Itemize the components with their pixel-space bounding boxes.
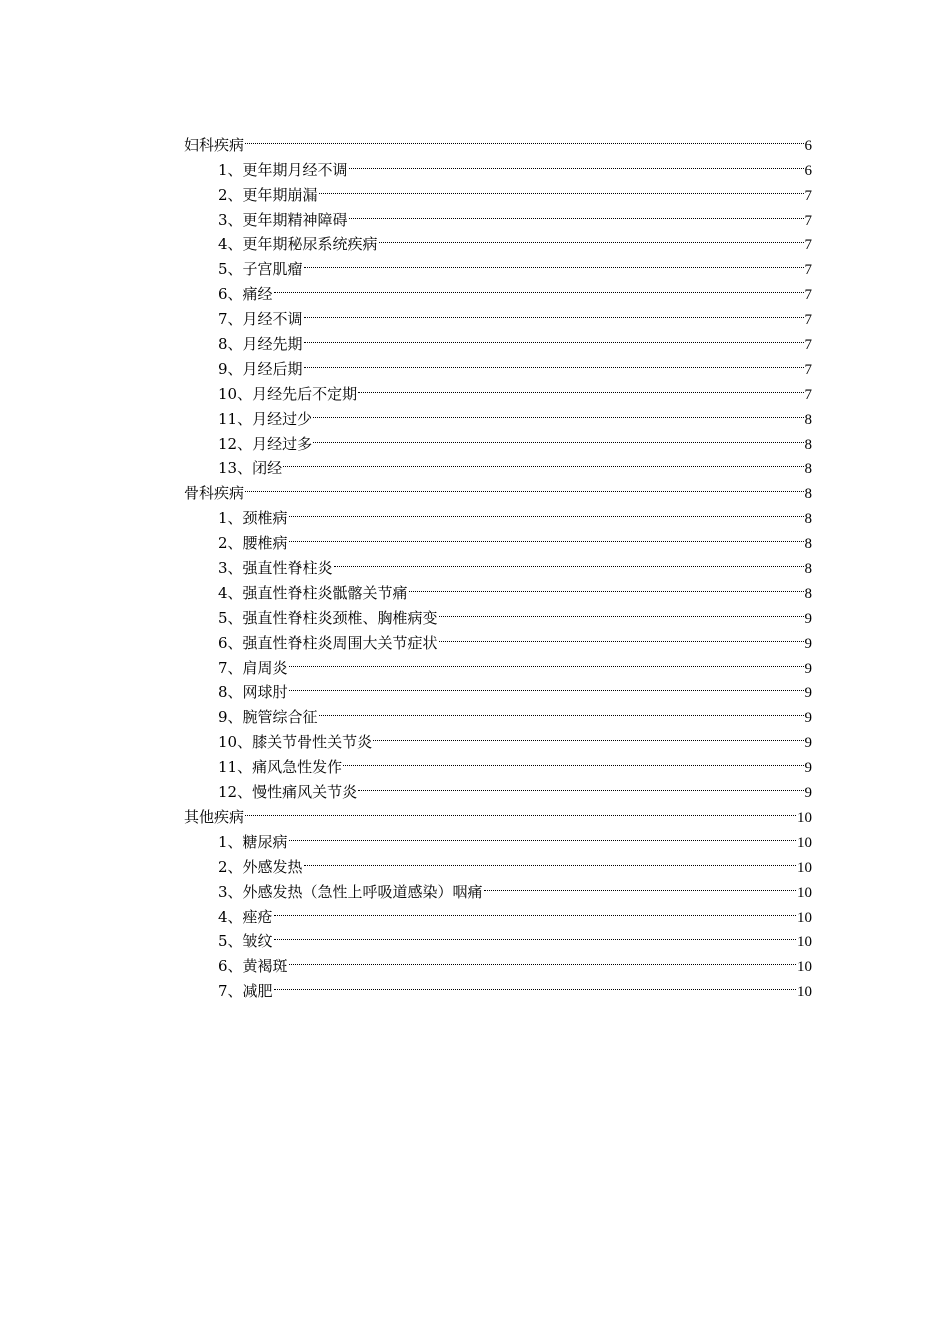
toc-dot-leader (304, 249, 804, 274)
toc-dot-leader (245, 797, 796, 822)
toc-page-number: 10 (797, 809, 812, 826)
toc-entry-label: 11、月经过少 (218, 409, 313, 428)
toc-page-number: 9 (804, 660, 812, 677)
toc-dot-leader (373, 722, 803, 747)
toc-entry-label: 1、颈椎病 (218, 509, 288, 528)
toc-entry-label: 1、更年期月经不调 (218, 160, 348, 179)
toc-page-number: 10 (797, 859, 812, 876)
toc-page-number: 8 (804, 461, 812, 478)
toc-entry-label: 5、强直性脊柱炎颈椎、胸椎病变 (218, 608, 438, 627)
toc-dot-leader (313, 399, 803, 424)
toc-page-number: 8 (804, 511, 812, 528)
toc-dot-leader (245, 125, 803, 150)
toc-entry[interactable] (184, 922, 812, 951)
toc-entry[interactable] (184, 971, 812, 1001)
toc-page-number: 10 (797, 959, 812, 976)
toc-entry-label: 2、外感发热 (218, 857, 303, 876)
toc-dot-leader (283, 449, 803, 474)
toc-entry-label: 6、强直性脊柱炎周围大关节症状 (218, 633, 438, 652)
toc-page-number: 9 (804, 710, 812, 727)
toc-entry-label: 4、更年期秘尿系统疾病 (218, 235, 378, 254)
toc-entry[interactable] (184, 897, 812, 926)
toc-dot-leader (379, 225, 804, 250)
toc-entry-label: 2、腰椎病 (218, 534, 288, 553)
toc-page-number: 8 (804, 561, 812, 578)
toc-page-number: 10 (797, 984, 812, 1001)
toc-dot-leader (274, 922, 796, 947)
toc-dot-leader (304, 847, 796, 872)
toc-entry-label: 11、痛风急性发作 (218, 758, 343, 777)
toc-dot-leader (304, 324, 804, 349)
toc-page-number: 9 (804, 635, 812, 652)
toc-dot-leader (274, 897, 796, 922)
toc-dot-leader (349, 200, 804, 225)
toc-dot-leader (439, 598, 804, 623)
toc-section-entry[interactable] (184, 125, 812, 154)
toc-entry[interactable] (184, 822, 812, 851)
toc-page-number: 8 (804, 585, 812, 602)
toc-entry-label: 骨科疾病 (184, 484, 245, 503)
toc-page-number: 7 (804, 386, 812, 403)
toc-dot-leader (289, 822, 796, 847)
toc-entry[interactable] (184, 946, 812, 976)
toc-entry-label: 2、更年期崩漏 (218, 185, 318, 204)
toc-dot-leader (409, 573, 804, 598)
toc-page-number: 8 (804, 411, 812, 428)
toc-entry-label: 9、月经后期 (218, 359, 303, 378)
toc-entry-label: 13、闭经 (218, 459, 283, 478)
toc-entry-label: 10、膝关节骨性关节炎 (218, 733, 373, 752)
toc-page-number: 10 (797, 934, 812, 951)
toc-dot-leader (289, 523, 804, 548)
toc-page-number: 7 (804, 312, 812, 329)
toc-page-number: 7 (804, 337, 812, 354)
toc-dot-leader (245, 473, 803, 498)
toc-dot-leader (304, 299, 804, 324)
toc-entry-label: 3、更年期精神障碍 (218, 210, 348, 229)
toc-page-number: 8 (804, 436, 812, 453)
table-of-contents (184, 125, 812, 1001)
toc-dot-leader (319, 175, 804, 200)
toc-entry-label: 3、外感发热（急性上呼吸道感染）咽痛 (218, 882, 483, 901)
toc-dot-leader (319, 697, 804, 722)
toc-entry[interactable] (184, 150, 812, 179)
toc-entry-label: 妇科疾病 (184, 135, 245, 154)
toc-entry-label: 5、皱纹 (218, 932, 273, 951)
toc-dot-leader (274, 971, 796, 996)
toc-entry-label: 12、慢性痛风关节炎 (218, 783, 358, 802)
toc-entry-label: 5、子宫肌瘤 (218, 260, 303, 279)
toc-dot-leader (289, 946, 796, 971)
toc-entry-label: 9、腕管综合征 (218, 708, 318, 727)
toc-entry-label: 3、强直性脊柱炎 (218, 559, 333, 578)
toc-section-entry[interactable] (184, 797, 812, 826)
toc-dot-leader (289, 648, 804, 673)
toc-entry-label: 4、痤疮 (218, 907, 273, 926)
toc-entry-label: 8、月经先期 (218, 335, 303, 354)
toc-dot-leader (334, 548, 804, 573)
toc-section-entry[interactable] (184, 473, 812, 503)
toc-page-number: 9 (804, 610, 812, 627)
toc-dot-leader (439, 623, 804, 648)
toc-entry[interactable] (184, 274, 812, 304)
toc-entry[interactable] (184, 498, 812, 528)
toc-dot-leader (484, 872, 796, 897)
toc-page-number: 6 (804, 137, 812, 154)
toc-page-number: 8 (804, 536, 812, 553)
toc-page-number: 7 (804, 187, 812, 204)
toc-page-number: 7 (804, 237, 812, 254)
toc-entry-label: 6、痛经 (218, 285, 273, 304)
toc-dot-leader (349, 150, 804, 175)
toc-entry-label: 4、强直性脊柱炎骶髂关节痛 (218, 583, 408, 602)
toc-page-number: 10 (797, 834, 812, 851)
toc-dot-leader (343, 747, 803, 772)
toc-page-number: 10 (797, 909, 812, 926)
toc-page-number: 8 (804, 486, 812, 503)
toc-page-number: 9 (804, 785, 812, 802)
toc-page-number: 10 (797, 884, 812, 901)
toc-page-number: 9 (804, 735, 812, 752)
toc-entry-label: 1、糖尿病 (218, 832, 288, 851)
toc-entry-label: 10、月经先后不定期 (218, 384, 358, 403)
toc-entry-label: 7、肩周炎 (218, 658, 288, 677)
toc-page-number: 7 (804, 361, 812, 378)
toc-dot-leader (358, 374, 803, 399)
toc-entry[interactable] (184, 299, 812, 329)
toc-dot-leader (313, 424, 803, 449)
toc-page-number: 9 (804, 685, 812, 702)
toc-page-number: 7 (804, 262, 812, 279)
toc-dot-leader (358, 772, 803, 797)
toc-entry-label: 8、网球肘 (218, 683, 288, 702)
toc-dot-leader (289, 673, 804, 698)
toc-page-number: 6 (804, 162, 812, 179)
toc-dot-leader (304, 349, 804, 374)
toc-page-number: 9 (804, 760, 812, 777)
toc-entry-label: 6、黄褐斑 (218, 957, 288, 976)
toc-entry-label: 7、减肥 (218, 982, 273, 1001)
toc-page-number: 7 (804, 287, 812, 304)
toc-page-number: 7 (804, 212, 812, 229)
toc-entry-label: 7、月经不调 (218, 310, 303, 329)
toc-dot-leader (274, 274, 804, 299)
toc-entry-label: 12、月经过多 (218, 434, 313, 453)
toc-entry-label: 其他疾病 (184, 807, 245, 826)
toc-dot-leader (289, 498, 804, 523)
